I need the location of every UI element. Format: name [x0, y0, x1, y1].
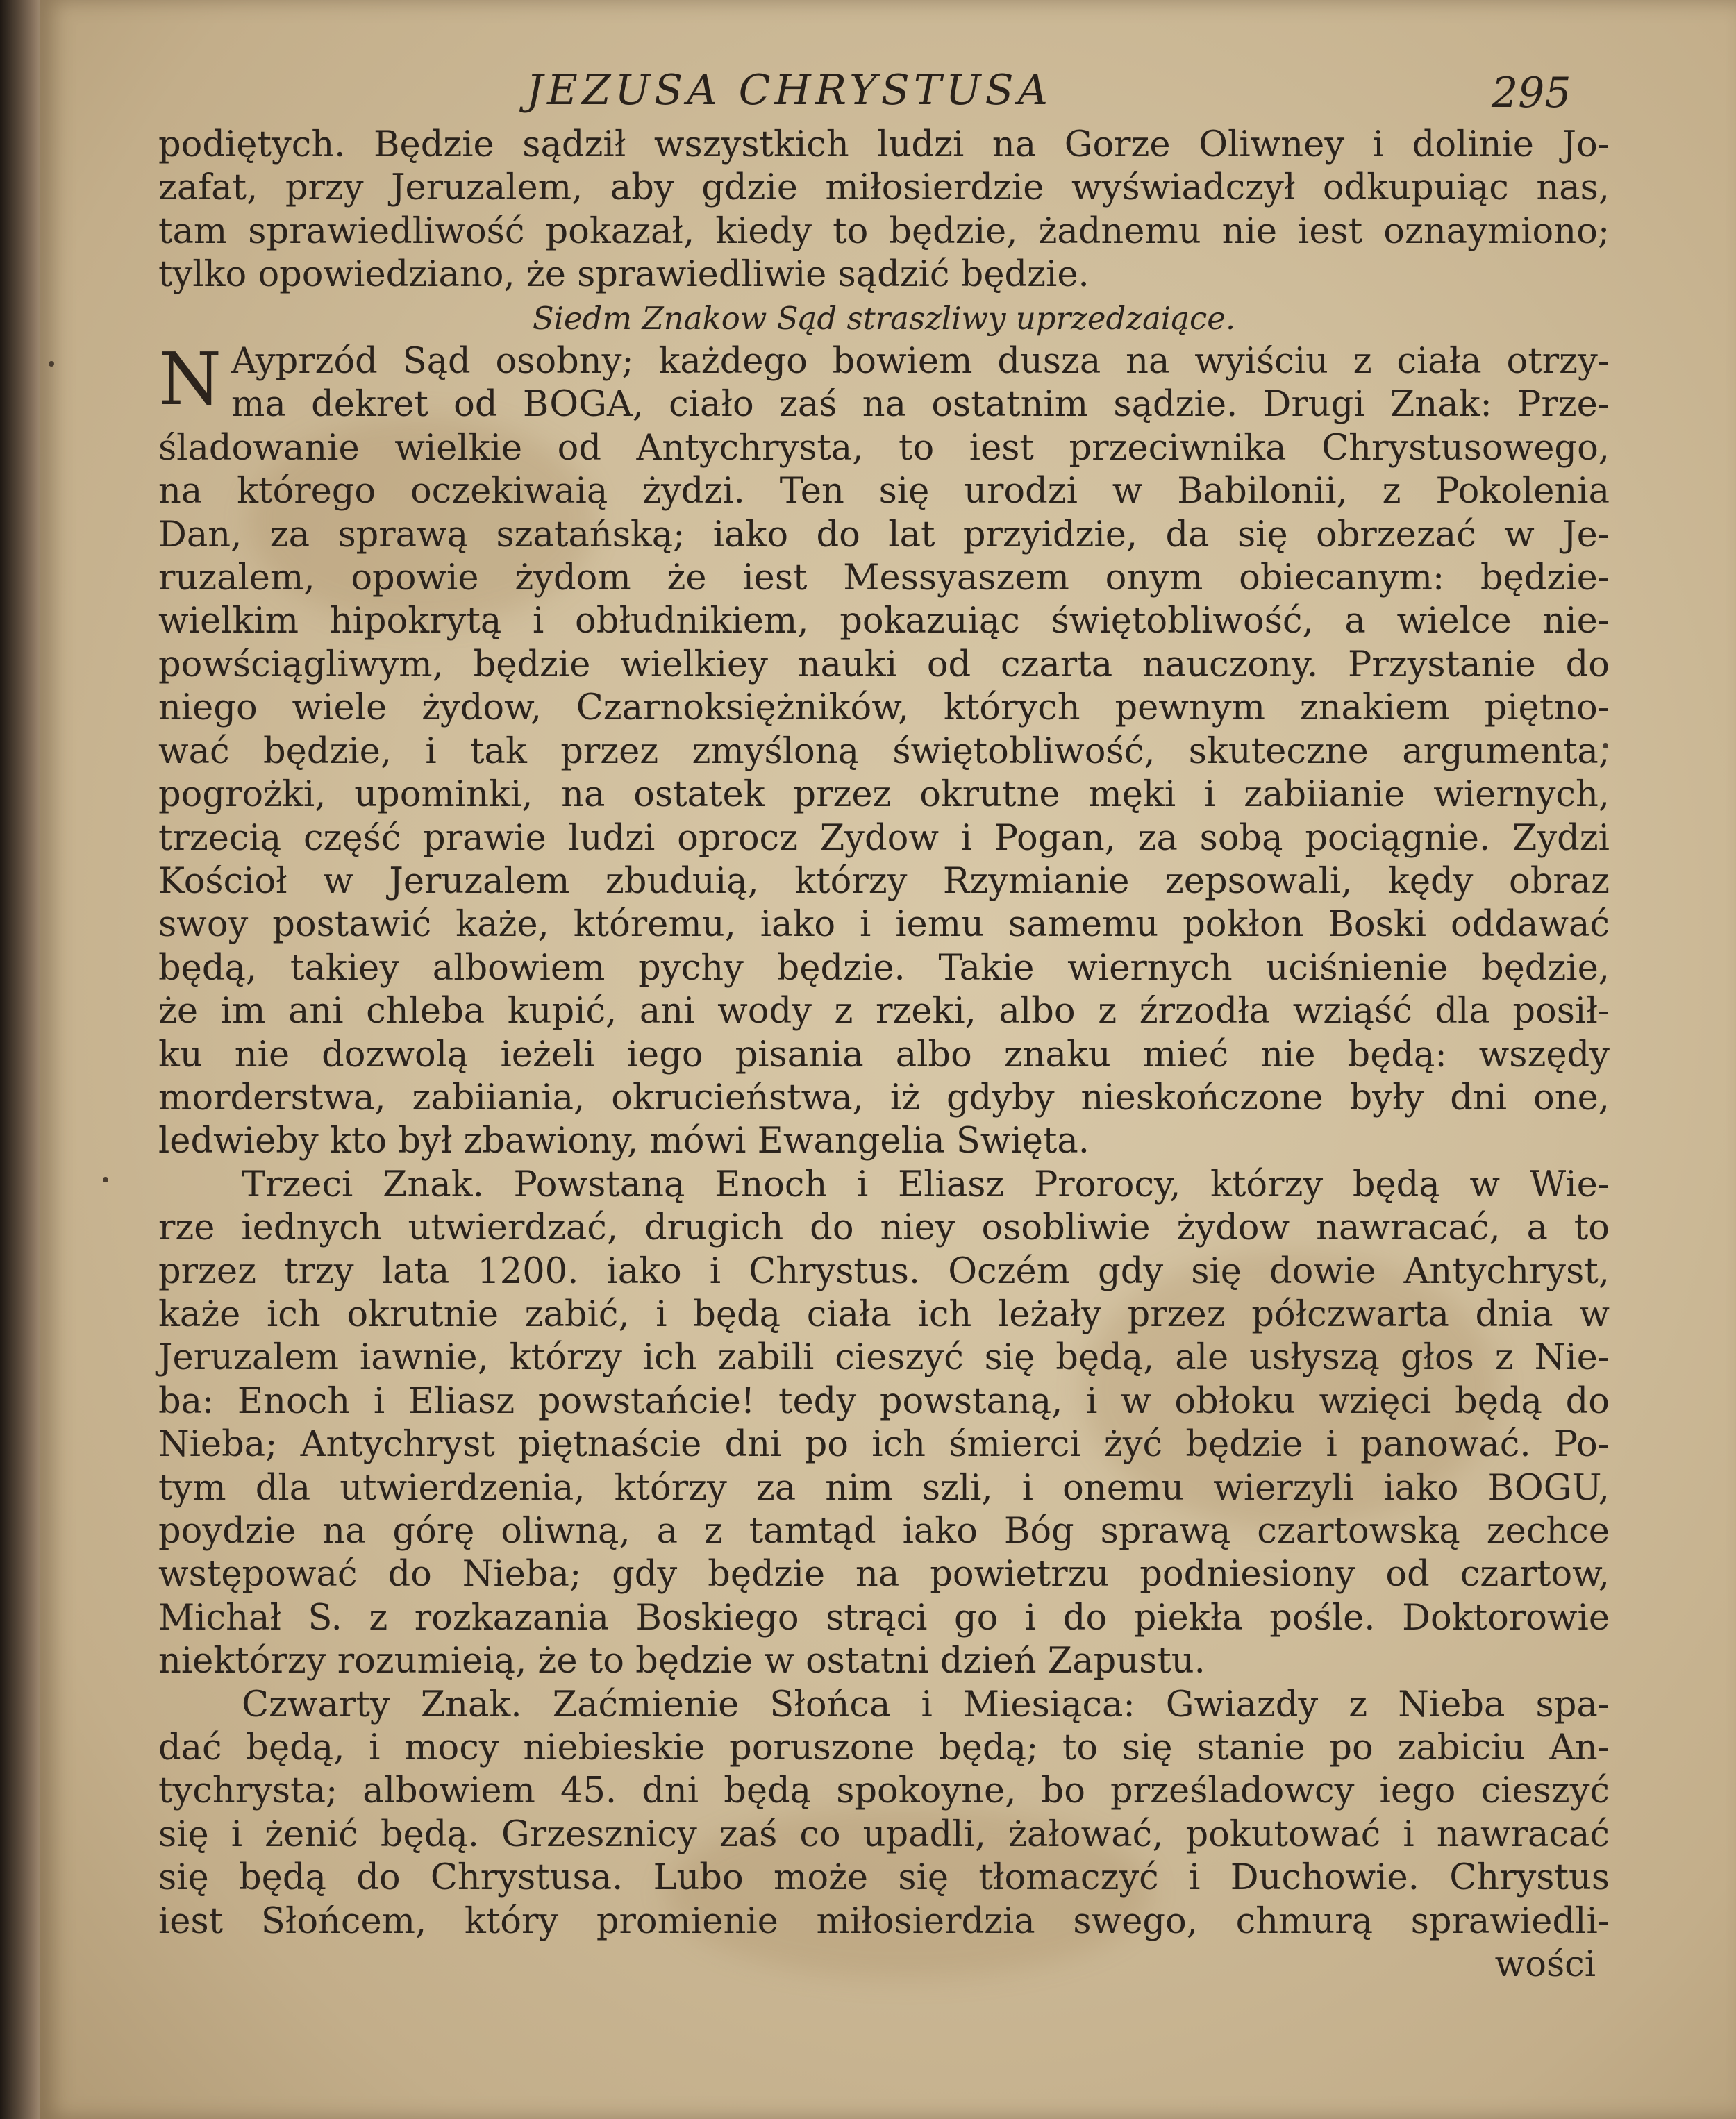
text-line: Michał S. z rozkazania Boskiego strąci go i do piekła pośle. Doktorowie: [158, 1597, 1610, 1639]
text-line: Ayprzód Sąd osobny; każdego bowiem dusza na wyiściu z ciała otrzy-: [231, 341, 1610, 383]
text-line: niektórzy rozumieią, że to będzie w ostatni dzień Zapustu.: [158, 1641, 1205, 1682]
text-line: ruzalem, opowie żydom że iest Messyaszem onym obiecanym: będzie-: [158, 558, 1610, 599]
text-line: Jeruzalem iawnie, którzy ich zabili cieszyć się będą, ale usłyszą głos z Nie-: [158, 1337, 1610, 1379]
text-line: trzecią część prawie ludzi oprocz Zydow i Pogan, za sobą pociągnie. Zydzi: [158, 817, 1610, 859]
text-line: Trzeci Znak. Powstaną Enoch i Eliasz Prorocy, którzy będą w Wie-: [242, 1164, 1610, 1205]
text-line: powściągliwym, będzie wielkiey nauki od czarta nauczony. Przystanie do: [158, 644, 1610, 685]
text-line: tam sprawiedliwość pokazał, kiedy to będzie, żadnemu nie iest oznaymiono;: [158, 210, 1610, 252]
text-line: przez trzy lata 1200. iako i Chrystus. Oczém gdy się dowie Antychryst,: [158, 1250, 1610, 1292]
text-line: tym dla utwierdzenia, którzy za nim szli, i onemu wierzyli iako BOGU,: [158, 1467, 1610, 1509]
text-line: Czwarty Znak. Zaćmienie Słońca i Miesiąca: Gwiazdy z Nieba spa-: [242, 1684, 1610, 1725]
page-number: 295: [1492, 69, 1571, 117]
text-line: wielkim hipokrytą i obłudnikiem, pokazuiąc świętobliwość, a wielce nie-: [158, 601, 1610, 642]
text-line: ku nie dozwolą ieżeli iego pisania albo znaku mieć nie będą: wszędy: [158, 1034, 1610, 1075]
paragraph-1: [158, 124, 1610, 297]
text-line: Kościoł w Jeruzalem zbuduią, którzy Rzymianie zepsowali, kędy obraz: [158, 860, 1610, 902]
text-line: swoy postawić każe, któremu, iako i iemu samemu pokłon Boski oddawać: [158, 904, 1610, 946]
text-line: na którego oczekiwaią żydzi. Ten się urodzi w Babilonii, z Pokolenia: [158, 471, 1610, 512]
text-line: każe ich okrutnie zabić, i będą ciała ich leżały przez półczwarta dnia w: [158, 1293, 1610, 1335]
running-title: JEZUSA CHRYSTUSA: [526, 66, 1052, 115]
paragraph-4: [158, 1684, 1610, 1943]
text-line: że im ani chleba kupić, ani wody z rzeki, albo z źrzodła wziąść dla posił-: [158, 991, 1610, 1032]
text-line: iest Słońcem, który promienie miłosierdzia swego, chmurą sprawiedli-: [158, 1900, 1610, 1942]
ink-speck: [103, 1177, 108, 1182]
text-line: się będą do Chrystusa. Lubo może się tłomaczyć i Duchowie. Chrystus: [158, 1857, 1610, 1899]
text-line: Dan, za sprawą szatańską; iako do lat przyidzie, da się obrzezać w Je-: [158, 514, 1610, 555]
page-header: [40, 66, 1736, 122]
text-line: pogrożki, upominki, na ostatek przez okrutne męki i zabiianie wiernych,: [158, 774, 1610, 816]
paragraph-2: [158, 337, 1610, 1164]
catchword: wości: [1494, 1944, 1596, 1986]
text-line: poydzie na górę oliwną, a z tamtąd iako Bóg sprawą czartowską zechce: [158, 1511, 1610, 1552]
section-subheading: Siedm Znakow Sąd straszliwy uprzedzaiące.: [532, 299, 1236, 337]
text-line: wstępować do Nieba; gdy będzie na powietrzu podniesiony od czartow,: [158, 1554, 1610, 1595]
ink-speck: [49, 361, 54, 367]
text-line: ba: Enoch i Eliasz powstańcie! tedy powstaną, i w obłoku wzięci będą do: [158, 1380, 1610, 1422]
paragraph-3: [158, 1164, 1610, 1684]
text-line: ledwieby kto był zbawiony, mówi Ewangelia Swięta.: [158, 1121, 1090, 1162]
text-line: rze iednych utwierdzać, drugich do niey osobliwie żydow nawracać, a to: [158, 1207, 1610, 1249]
text-line: Nieba; Antychryst piętnaście dni po ich śmierci żyć będzie i panować. Po-: [158, 1424, 1610, 1466]
book-page: [40, 0, 1736, 2119]
text-line: będą, takiey albowiem pychy będzie. Takie wiernych uciśnienie będzie,: [158, 947, 1610, 989]
text-line: zafat, przy Jeruzalem, aby gdzie miłosierdzie wyświadczył odkupuiąc nas,: [158, 167, 1610, 209]
text-line: podiętych. Będzie sądził wszystkich ludzi na Gorze Oliwney i dolinie Jo-: [158, 124, 1610, 165]
text-line: niego wiele żydow, Czarnoksiężników, których pewnym znakiem piętno-: [158, 687, 1610, 729]
text-line: ma dekret od BOGA, ciało zaś na ostatnim sądzie. Drugi Znak: Prze-: [231, 384, 1610, 426]
drop-cap: N: [158, 337, 222, 422]
text-line: tychrysta; albowiem 45. dni będą spokoyne, bo prześladowcy iego cieszyć: [158, 1770, 1610, 1812]
body-text: [158, 124, 1610, 1986]
text-line: dać będą, i mocy niebieskie poruszone będą; to się stanie po zabiciu An-: [158, 1727, 1610, 1769]
text-line: się i żenić będą. Grzesznicy zaś co upadli, żałować, pokutować i nawracać: [158, 1814, 1610, 1855]
text-line: tylko opowiedziano, że sprawiedliwie sądzić będzie.: [158, 254, 1090, 296]
text-line: morderstwa, zabiiania, okrucieństwa, iż gdyby nieskończone były dni one,: [158, 1077, 1610, 1119]
text-line: śladowanie wielkie od Antychrysta, to iest przeciwnika Chrystusowego,: [158, 427, 1610, 469]
text-line: wać będzie, i tak przez zmyśloną świętobliwość, skuteczne argumenta,: [158, 730, 1610, 772]
